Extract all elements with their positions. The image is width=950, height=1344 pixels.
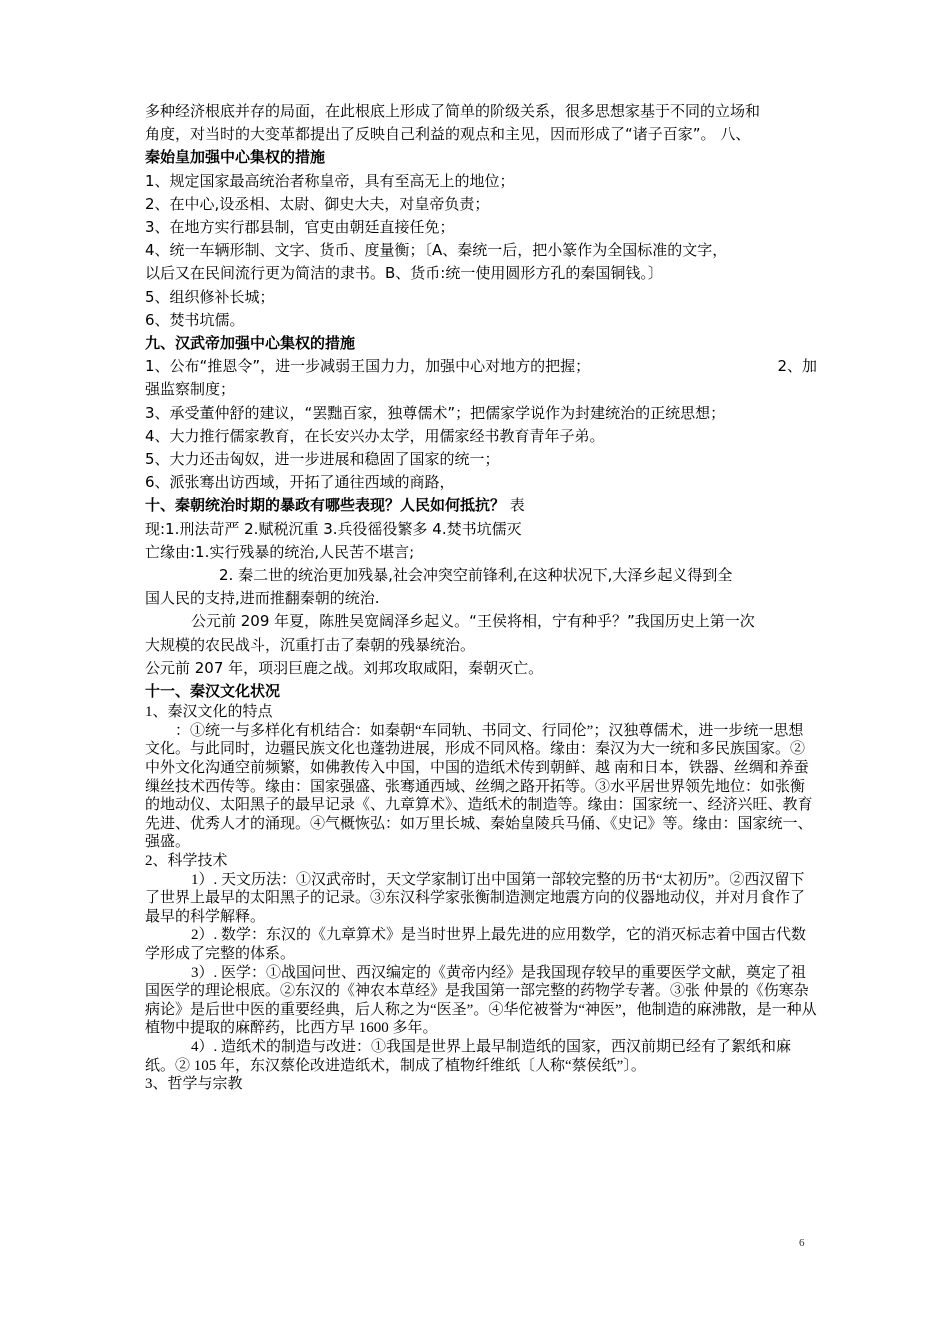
paragraph: 3）. 医学：①战国问世、西汉编定的《黄帝内经》是我国现存较早的重要医学文献，奠定了祖国医学的理论根底。②东汉的《神农本草经》是我国第一部完整的药物学专著。③张 仲景的《伤寒杂病论》是后世中医的重要经典，后人称之为“医圣”。④华佗被誉为“神医”，他制造的麻沸散，是一种从植物中提取的麻醉药，比西方早 1600 多年。 xyxy=(145,964,817,1037)
heading-qin-shihuang-measures: 秦始皇加强中心集权的措施 xyxy=(145,148,326,167)
list-item-continuation: 以后又在民间流行更为简洁的隶书。B、货币:统一使用圆形方孔的秦国铜钱。〕 xyxy=(145,264,663,283)
text-line: 多种经济根底并存的局面，在此根底上形成了简单的阶级关系，很多思想家基于不同的立场和 xyxy=(145,102,761,120)
heading-qin-han-culture: 十一、秦汉文化状况 xyxy=(145,682,281,701)
heading-qin-tyranny: 十、秦朝统治时期的暴政有哪些表现？人民如何抵抗？ xyxy=(145,496,506,515)
list-item: 6、派张骞出访西域，开拓了通往西域的商路， xyxy=(145,473,455,492)
text-line: 国人民的支持,进而推翻秦朝的统治. xyxy=(145,589,380,608)
text-line: 角度，对当时的大变革都提出了反映自己利益的观点和主见，因而形成了“诸子百家”。 八、 xyxy=(145,125,751,144)
list-item: 1、规定国家最高统治者称皇帝，具有至高无上的地位； xyxy=(145,171,515,190)
list-item: 6、焚书坑儒。 xyxy=(145,310,245,329)
text-line: 现:1.刑法苛严 2.赋税沉重 3.兵役徭役繁多 4.焚书坑儒灭 xyxy=(145,519,522,538)
list-item xyxy=(145,355,817,378)
paragraph: 4）. 造纸术的制造与改进：①我国是世界上最早制造纸的国家，西汉前期已经有了絮纸和麻纸。② 105 年，东汉蔡伦改进造纸术，制成了植物纤维纸〔人称“蔡侯纸”〕。 xyxy=(145,1038,792,1074)
list-item: 4、统一车辆形制、文字、货币、度量衡；〔A、秦统一后，把小篆作为全国标准的文字， xyxy=(145,241,728,260)
list-item: 3、在地方实行郡县制，官吏由朝廷直接任免； xyxy=(145,218,455,237)
question-line xyxy=(145,494,817,517)
page-number: 6 xyxy=(799,1237,805,1249)
upper-section xyxy=(145,100,817,703)
subheading: 3、哲学与宗教 xyxy=(145,1076,243,1093)
subheading: 2、科学技术 xyxy=(145,853,228,870)
list-item-text-right: 2、加 xyxy=(777,357,817,376)
list-item-continuation: 强监察制度； xyxy=(145,380,236,399)
list-item-text: 1、公布“推恩令”，进一步减弱王国力力，加强中心对地方的把握； xyxy=(145,357,591,376)
paragraph: 1）. 天文历法：①汉武帝时，天文学家制订出中国第一部较完整的历书“太初历”。②西汉留下了世界上最早的太阳黑子的记录。③东汉科学家张衡制造测定地震方向的仪器地动仪，并对月食作了最早的科学解释。 xyxy=(145,871,806,925)
heading-han-wudi-measures: 九、汉武帝加强中心集权的措施 xyxy=(145,334,356,353)
document-body xyxy=(145,100,817,1094)
paragraph: ：①统一与多样化有机结合：如秦朝“车同轨、书同文、行同伦”；汉独尊儒术，进一步统一思想文化。与此同时，边疆民族文化也蓬勃进展，形成不同风格。缘由：秦汉为大一统和多民族国家。②中外文化沟通空前频繁，如佛教传入中国，中国的造纸术传到朝鲜、越 南和日本，铁器、丝绸和养蚕缫丝技术西传等。缘由：国家强盛、张骞通西域、丝绸之路开拓等。③水平居世界领先地位：如张衡的地动仪、太阳黑子的最早记录《、九章算术》、造纸术的制造等。缘由：国家统一、经济兴旺、教育先进、优秀人才的涌现。④气概恢弘：如万里长城、秦始皇陵兵马俑、《史记》等。缘由：国家统一、强盛。 xyxy=(145,722,813,851)
text-line: 大规模的农民战斗，沉重打击了秦朝的残暴统治。 xyxy=(145,635,476,654)
paragraph: 2）. 数学：东汉的《九章算术》是当时世界上最先进的应用数学，它的消灭标志着中国古代数学形成了完整的体系。 xyxy=(145,927,807,962)
text-line: 2. 秦二世的统治更加残暴,社会冲突空前锋利,在这种状况下,大泽乡起义得到全 xyxy=(219,566,733,585)
list-item: 3、承受董仲舒的建议，“罢黜百家，独尊儒术”；把儒家学说作为封建统治的正统思想； xyxy=(145,403,726,422)
lower-section xyxy=(145,703,817,1093)
list-item: 2、在中心,设丞相、太尉、御史大夫，对皇帝负责； xyxy=(145,194,490,213)
text-fragment: 表 xyxy=(505,496,525,515)
subheading: 1、秦汉文化的特点 xyxy=(145,704,273,721)
list-item: 5、大力还击匈奴，进一步进展和稳固了国家的统一； xyxy=(145,450,500,469)
text-line: 公元前 209 年夏，陈胜吴宽阔泽乡起义。“王侯将相，宁有种乎？”我国历史上第一次 xyxy=(191,612,755,631)
text-line: 亡缘由:1.实行残暴的统治,人民苦不堪言; xyxy=(145,542,415,561)
list-item: 4、大力推行儒家教育，在长安兴办太学，用儒家经书教育青年子弟。 xyxy=(145,426,605,445)
text-line: 公元前 207 年，项羽巨鹿之战。刘邦攻取咸阳，秦朝灭亡。 xyxy=(145,658,544,677)
list-item: 5、组织修补长城； xyxy=(145,287,275,306)
